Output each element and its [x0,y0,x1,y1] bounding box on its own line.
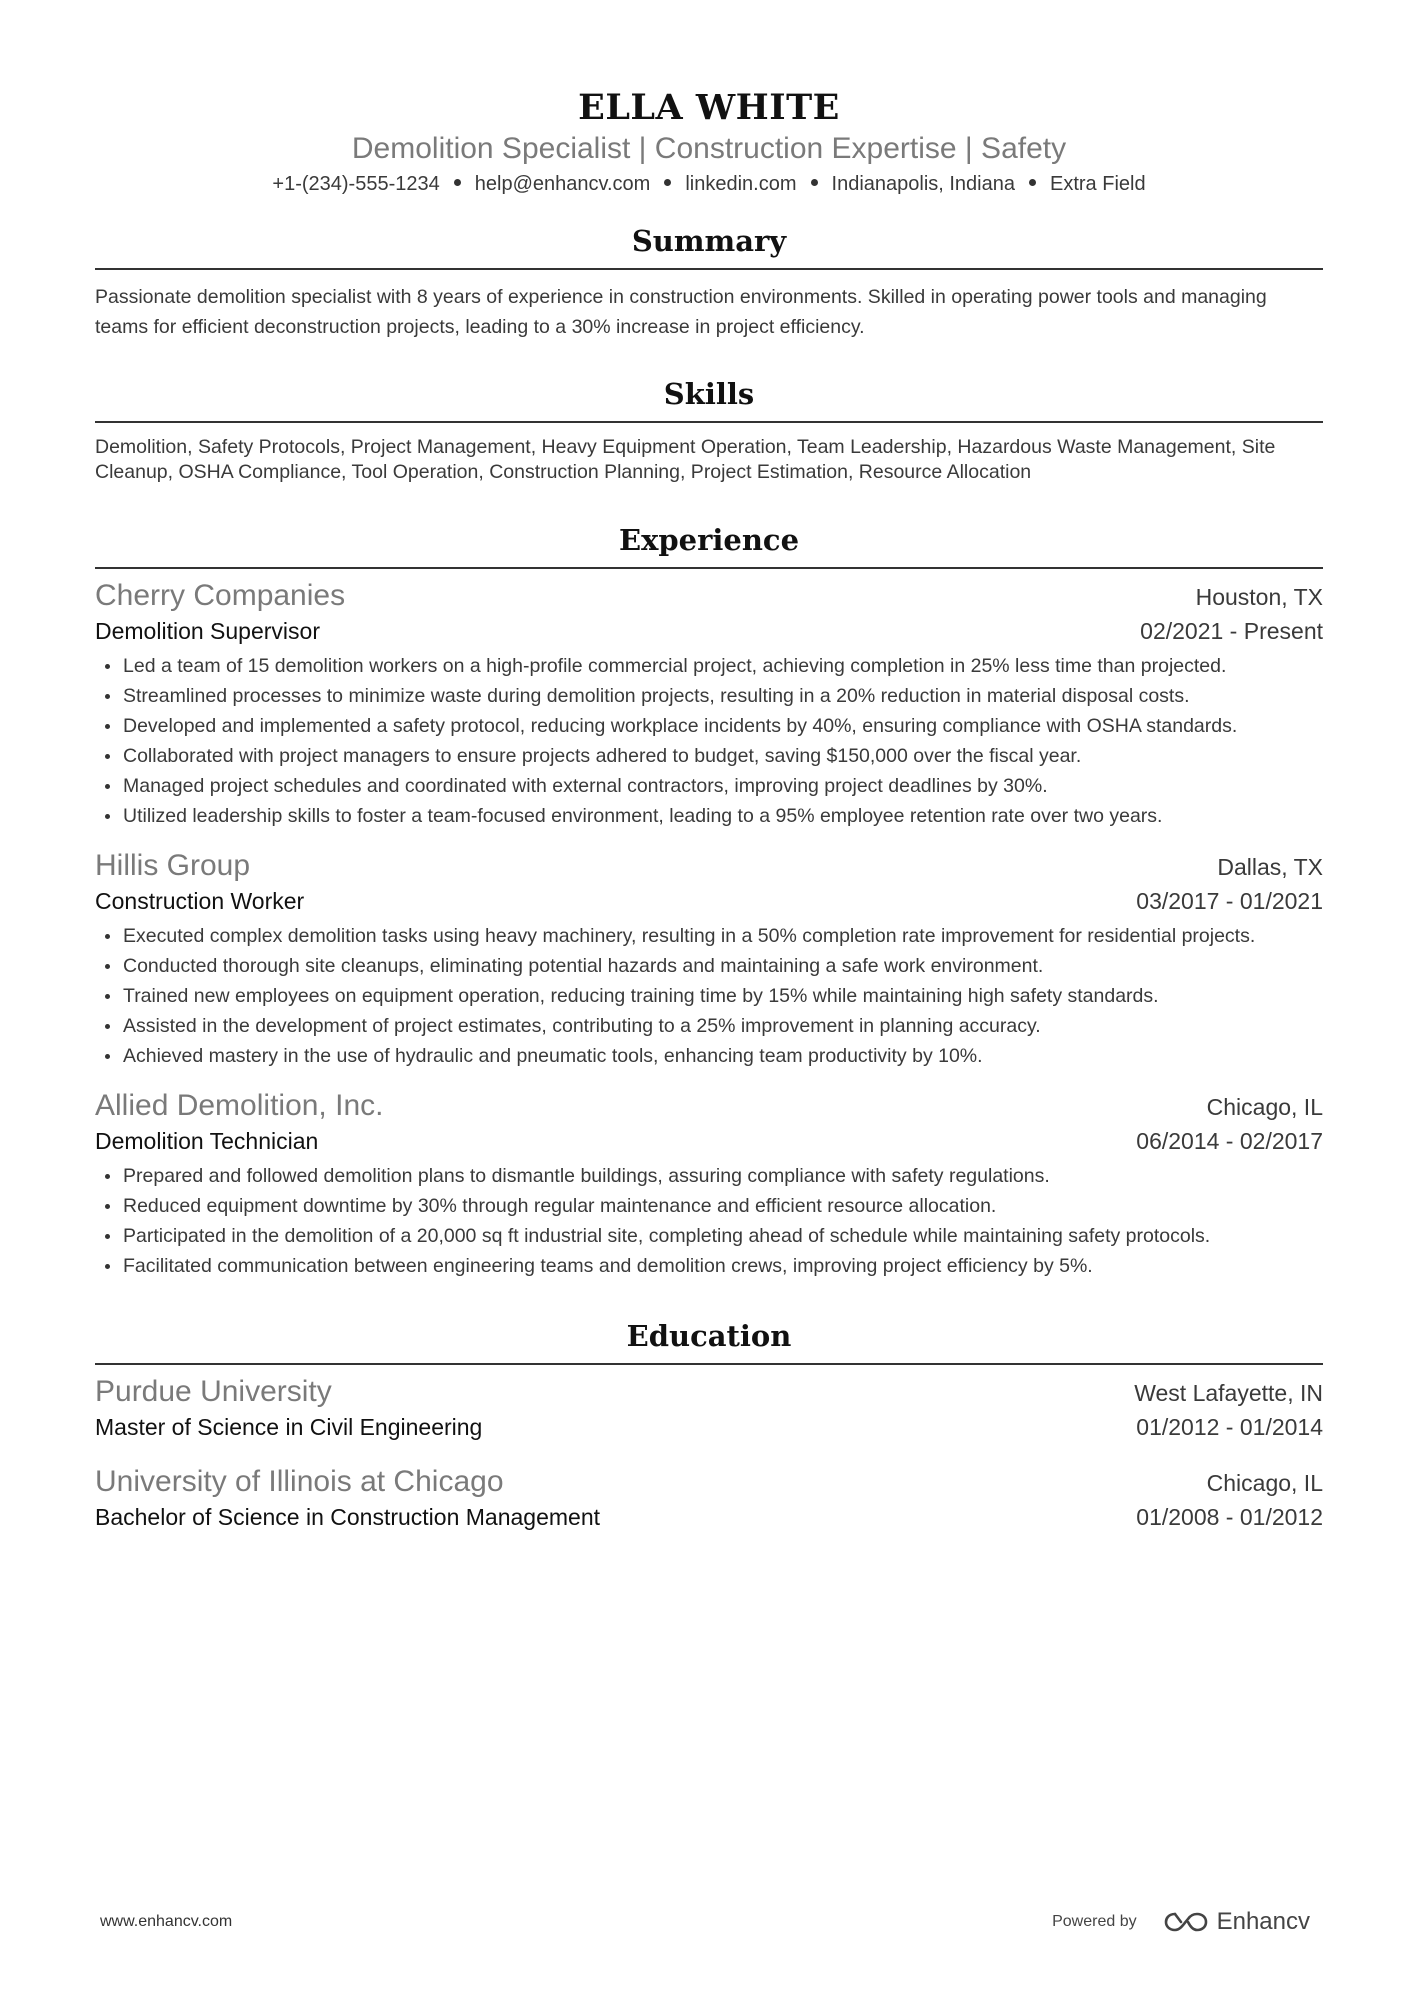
education-entry [95,1463,1323,1533]
job-dates: 02/2021 - Present [1140,618,1323,644]
enhancv-logo-icon [1163,1910,1209,1934]
resume-page [95,0,1323,1533]
job-dates: 03/2017 - 01/2021 [1136,888,1323,914]
school-name: University of Illinois at Chicago [95,1465,504,1498]
education-header [95,1373,1323,1411]
skills-section [95,375,1323,485]
job-subheader [95,885,1323,917]
job-bullets [95,651,1323,831]
bullet-separator [811,179,818,186]
job-location: Chicago, IL [1206,1094,1323,1120]
list-item: Prepared and followed demolition plans to dismantle buildings, assuring compliance with safety regulations. [123,1161,1323,1191]
section-heading-summary: Summary [95,222,1323,270]
education-section [95,1317,1323,1533]
resume-header [95,0,1323,198]
education-dates: 01/2012 - 01/2014 [1136,1414,1323,1440]
powered-by-label: Powered by [1052,1913,1137,1930]
list-item: Trained new employees on equipment operation, reducing training time by 15% while maintaining high safety standards. [123,981,1323,1011]
job-dates: 06/2014 - 02/2017 [1136,1128,1323,1154]
job-entry [95,847,1323,1071]
section-heading-experience: Experience [95,521,1323,569]
powered-by [1052,1908,1310,1936]
summary-section [95,222,1323,342]
location: Indianapolis, Indiana [831,173,1015,195]
bullet-separator [454,179,461,186]
job-role: Demolition Technician [95,1128,319,1154]
list-item: Achieved mastery in the use of hydraulic and pneumatic tools, enhancing team productivity by 10%. [123,1041,1323,1071]
school-name: Purdue University [95,1375,332,1408]
job-header [95,577,1323,615]
list-item: Streamlined processes to minimize waste during demolition projects, resulting in a 20% reduction in material disposal costs. [123,681,1323,711]
enhancv-brand[interactable] [1163,1908,1310,1936]
candidate-title: Demolition Specialist | Construction Expertise | Safety [351,132,1067,165]
job-bullets [95,1161,1323,1281]
candidate-name: ELLA WHITE [578,87,840,128]
website-link[interactable]: www.enhancv.com [100,1913,233,1930]
skills-text: Demolition, Safety Protocols, Project Management, Heavy Equipment Operation, Team Leadership, Hazardous Waste Management, Site Cleanup, OSHA Compliance, Tool Operation, Construction Planning, Project Estimation, Resource Allocation [95,436,1276,483]
job-role: Construction Worker [95,888,305,914]
company-name: Cherry Companies [95,579,346,612]
company-name: Allied Demolition, Inc. [95,1089,384,1122]
summary-text: Passionate demolition specialist with 8 years of experience in construction environments. Skilled in operating power tools and managing teams for efficient deconstruction projects, leading to a 30% increase in project efficiency. [95,286,1267,338]
job-header [95,1087,1323,1125]
job-subheader [95,1125,1323,1157]
list-item: Conducted thorough site cleanups, eliminating potential hazards and maintaining a safe work environment. [123,951,1323,981]
company-name: Hillis Group [95,849,251,882]
page-footer [100,1908,1310,1936]
list-item: Utilized leadership skills to foster a team-focused environment, leading to a 95% employee retention rate over two years. [123,801,1323,831]
education-dates: 01/2008 - 01/2012 [1136,1504,1323,1530]
job-role: Demolition Supervisor [95,618,320,644]
job-entry [95,1087,1323,1281]
school-location: Chicago, IL [1206,1470,1323,1496]
list-item: Participated in the demolition of a 20,000 sq ft industrial site, completing ahead of schedule while maintaining safety protocols. [123,1221,1323,1251]
section-heading-skills: Skills [95,375,1323,423]
list-item: Developed and implemented a safety protocol, reducing workplace incidents by 40%, ensuring compliance with OSHA standards. [123,711,1323,741]
job-entry [95,577,1323,831]
bullet-separator [1029,179,1036,186]
list-item: Facilitated communication between engineering teams and demolition crews, improving project efficiency by 5%. [123,1251,1323,1281]
list-item: Reduced equipment downtime by 30% through regular maintenance and efficient resource allocation. [123,1191,1323,1221]
phone: +1-(234)-555-1234 [272,173,440,195]
list-item: Managed project schedules and coordinated with external contractors, improving project deadlines by 30%. [123,771,1323,801]
degree: Master of Science in Civil Engineering [95,1414,483,1440]
contact-line [95,170,1323,198]
linkedin-link[interactable]: linkedin.com [685,173,797,195]
section-heading-education: Education [95,1317,1323,1365]
school-location: West Lafayette, IN [1134,1380,1323,1406]
degree: Bachelor of Science in Construction Management [95,1504,601,1530]
list-item: Executed complex demolition tasks using heavy machinery, resulting in a 50% completion rate improvement for residential projects. [123,921,1323,951]
list-item: Assisted in the development of project estimates, contributing to a 25% improvement in planning accuracy. [123,1011,1323,1041]
education-header [95,1463,1323,1501]
job-bullets [95,921,1323,1071]
job-header [95,847,1323,885]
experience-section [95,521,1323,1281]
email-link[interactable]: help@enhancv.com [474,173,651,195]
brand-name: Enhancv [1216,1908,1310,1935]
job-location: Dallas, TX [1217,854,1323,880]
job-subheader [95,615,1323,647]
education-subheader [95,1411,1323,1443]
job-location: Houston, TX [1195,584,1323,610]
extra-field: Extra Field [1050,173,1146,195]
list-item: Collaborated with project managers to ensure projects adhered to budget, saving $150,000 over the fiscal year. [123,741,1323,771]
list-item: Led a team of 15 demolition workers on a high-profile commercial project, achieving completion in 25% less time than projected. [123,651,1323,681]
bullet-separator [664,179,671,186]
education-subheader [95,1501,1323,1533]
education-entry [95,1373,1323,1443]
